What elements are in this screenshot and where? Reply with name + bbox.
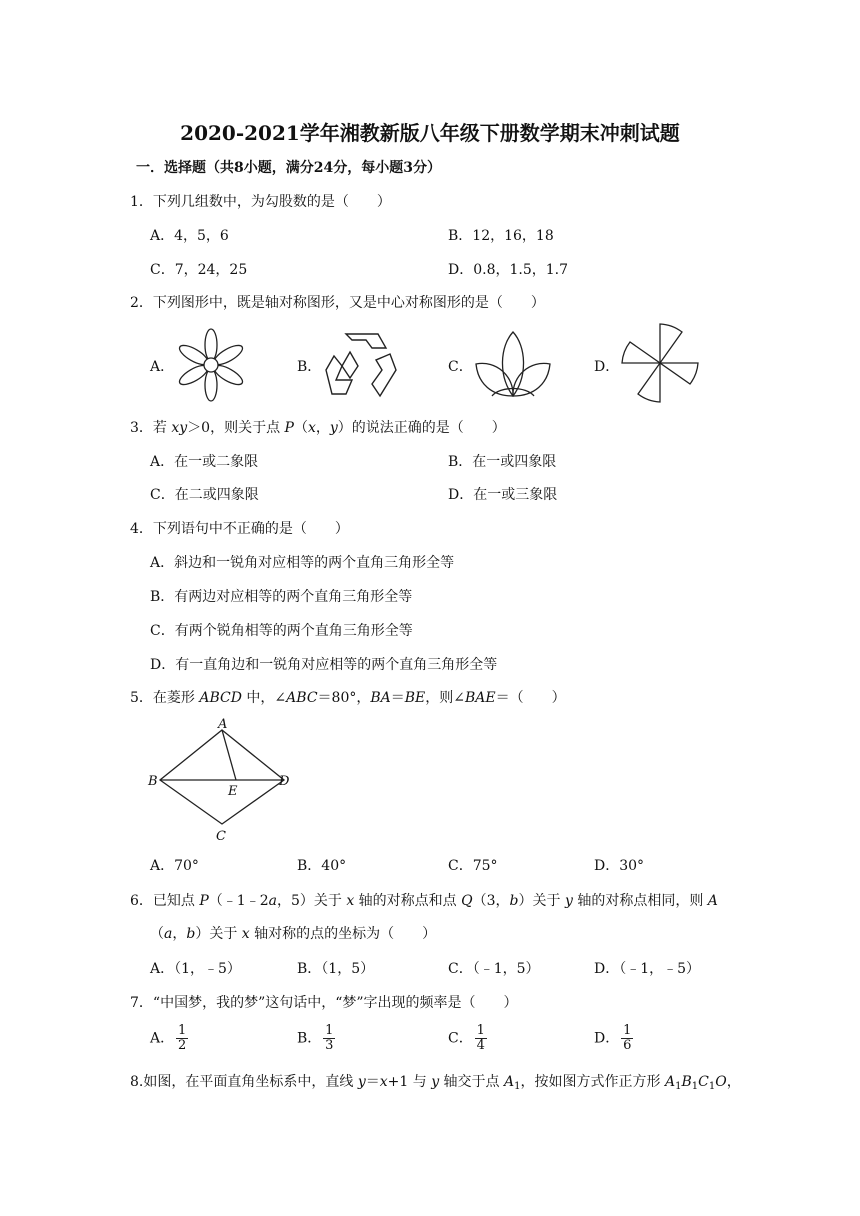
- q7-option-d: D． $\frac{1}{6}$: [594, 1023, 632, 1053]
- q6-option-c: C．（﹣1，5）: [448, 961, 540, 977]
- label-e: E: [228, 784, 238, 799]
- q1-option-b: B．12，16，18: [448, 228, 554, 244]
- q6-option-b: B．（1，5）: [297, 961, 375, 977]
- label-a: A: [218, 717, 228, 732]
- q7-option-a: A． $\frac{1}{2}$: [150, 1023, 187, 1053]
- q1-option-d: D．0.8，1.5，1.7: [448, 262, 569, 278]
- question-6-line-2: （a，b）关于 x 轴对称的点的坐标为（ ）: [150, 926, 437, 942]
- q4-option-d: D．有一直角边和一锐角对应相等的两个直角三角形全等: [150, 657, 498, 673]
- question-6-line-1: 6．已知点 P（﹣1﹣2a，5）关于 x 轴的对称点和点 Q（3，b）关于 y 轴的对称点相同，则 A: [130, 893, 718, 909]
- q2-option-b: B．: [297, 359, 322, 375]
- rhombus-diagram: [146, 716, 296, 842]
- lotus-figure: [474, 330, 552, 400]
- flower-figure: [176, 326, 246, 404]
- pinwheel-figure: [620, 322, 700, 404]
- q4-option-b: B．有两边对应相等的两个直角三角形全等: [150, 589, 413, 605]
- q3-option-c: C．在二或四象限: [150, 487, 259, 503]
- q1-option-c: C．7，24，25: [150, 262, 248, 278]
- q4-option-a: A．斜边和一锐角对应相等的两个直角三角形全等: [150, 555, 455, 571]
- question-5: 5．在菱形 ABCD 中，∠ABC＝80°，BA＝BE，则∠BAE＝（ ）: [130, 690, 566, 706]
- q6-option-d: D．（﹣1，﹣5）: [594, 961, 701, 977]
- q1-option-a: A．4，5，6: [150, 228, 229, 244]
- question-4: 4．下列语句中不正确的是（ ）: [130, 521, 349, 537]
- q6-option-a: A．（1，﹣5）: [150, 961, 241, 977]
- label-d: D: [279, 774, 290, 789]
- label-b: B: [148, 774, 158, 789]
- q2-option-d: D．: [594, 359, 620, 375]
- question-3: 3．若 xy＞0，则关于点 P（x，y）的说法正确的是（ ）: [130, 420, 506, 436]
- q3-option-b: B．在一或四象限: [448, 454, 557, 470]
- q2-option-a: A．: [150, 359, 175, 375]
- recycle-hexagon-figure: [322, 330, 398, 398]
- q5-option-b: B．40°: [297, 858, 347, 874]
- q2-option-c: C．: [448, 359, 473, 375]
- q3-option-d: D．在一或三象限: [448, 487, 558, 503]
- q4-option-c: C．有两个锐角相等的两个直角三角形全等: [150, 623, 413, 639]
- section-heading: 一．选择题（共8小题，满分24分，每小题3分）: [136, 160, 441, 176]
- question-7: 7．“中国梦，我的梦”这句话中，“梦”字出现的频率是（ ）: [130, 995, 518, 1011]
- q7-option-b: B． $\frac{1}{3}$: [297, 1023, 334, 1053]
- q3-option-a: A．在一或二象限: [150, 454, 259, 470]
- page-title: 2020-2021学年湘教新版八年级下册数学期末冲刺试题: [180, 121, 680, 145]
- q7-option-c: C． $\frac{1}{4}$: [448, 1023, 485, 1053]
- question-8: 8.如图，在平面直角坐标系中，直线 y＝x+1 与 y 轴交于点 $A_1$，按如图方式作正方形 $A_1B_1C_1O$，: [130, 1074, 741, 1092]
- question-1: 1．下列几组数中，为勾股数的是（ ）: [130, 194, 391, 210]
- q5-option-d: D．30°: [594, 858, 645, 874]
- q5-option-a: A．70°: [150, 858, 199, 874]
- label-c: C: [216, 829, 226, 844]
- question-2: 2．下列图形中，既是轴对称图形，又是中心对称图形的是（ ）: [130, 295, 545, 311]
- q5-option-c: C．75°: [448, 858, 498, 874]
